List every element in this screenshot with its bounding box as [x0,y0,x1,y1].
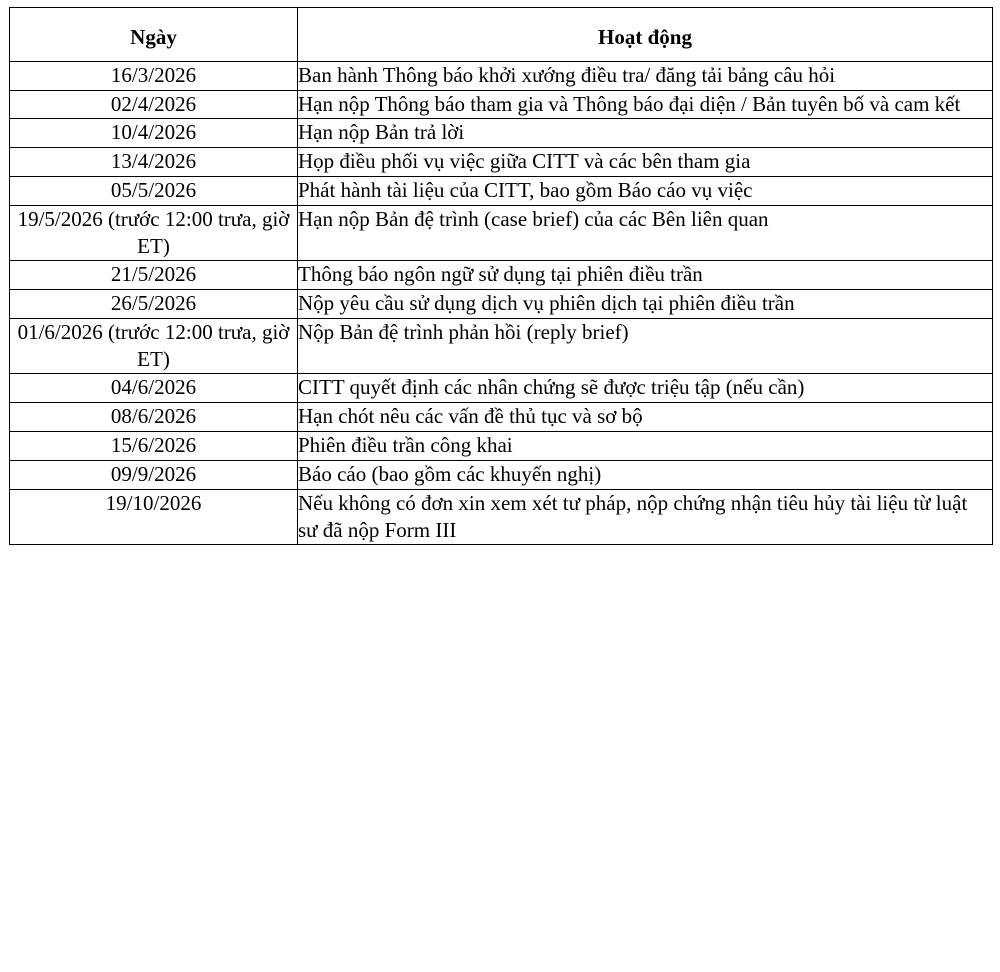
table-row [10,206,993,261]
date-cell: 19/10/2026 [10,490,298,545]
schedule-table [9,7,993,545]
header-activity: Hoạt động [298,8,993,62]
activity-cell: Hạn nộp Thông báo tham gia và Thông báo đại diện / Bản tuyên bố và cam kết [298,91,993,119]
table-row [10,261,993,290]
activity-cell: Phiên điều trần công khai [298,432,993,461]
date-cell: 13/4/2026 [10,148,298,177]
date-cell: 19/5/2026 (trước 12:00 trưa, giờ ET) [10,206,298,261]
date-cell: 15/6/2026 [10,432,298,461]
activity-cell: Hạn chót nêu các vấn đề thủ tục và sơ bộ [298,403,993,432]
activity-cell: Hạn nộp Bản trả lời [298,119,993,148]
date-cell: 26/5/2026 [10,290,298,319]
activity-cell: Thông báo ngôn ngữ sử dụng tại phiên điều trần [298,261,993,290]
activity-cell: Nộp Bản đệ trình phản hồi (reply brief) [298,319,993,374]
date-cell: 10/4/2026 [10,119,298,148]
activity-cell: Phát hành tài liệu của CITT, bao gồm Báo cáo vụ việc [298,177,993,206]
date-cell: 05/5/2026 [10,177,298,206]
table-row [10,374,993,403]
date-cell: 02/4/2026 [10,91,298,119]
table-row [10,403,993,432]
activity-cell: Báo cáo (bao gồm các khuyến nghị) [298,461,993,490]
table-row [10,461,993,490]
table-row [10,290,993,319]
header-row [10,8,993,62]
activity-cell: Nộp yêu cầu sử dụng dịch vụ phiên dịch tại phiên điều trần [298,290,993,319]
activity-cell: CITT quyết định các nhân chứng sẽ được triệu tập (nếu cần) [298,374,993,403]
table-row [10,177,993,206]
activity-cell: Ban hành Thông báo khởi xướng điều tra/ đăng tải bảng câu hỏi [298,62,993,91]
header-date: Ngày [10,8,298,62]
table-row [10,62,993,91]
table-row [10,119,993,148]
activity-cell: Họp điều phối vụ việc giữa CITT và các bên tham gia [298,148,993,177]
date-cell: 04/6/2026 [10,374,298,403]
table-row [10,319,993,374]
table-row [10,490,993,545]
activity-cell: Hạn nộp Bản đệ trình (case brief) của các Bên liên quan [298,206,993,261]
date-cell: 16/3/2026 [10,62,298,91]
table-row [10,148,993,177]
date-cell: 21/5/2026 [10,261,298,290]
table-row [10,432,993,461]
table-row [10,91,993,119]
activity-cell: Nếu không có đơn xin xem xét tư pháp, nộp chứng nhận tiêu hủy tài liệu từ luật sư đã nộp Form III [298,490,993,545]
date-cell: 08/6/2026 [10,403,298,432]
date-cell: 09/9/2026 [10,461,298,490]
date-cell: 01/6/2026 (trước 12:00 trưa, giờ ET) [10,319,298,374]
